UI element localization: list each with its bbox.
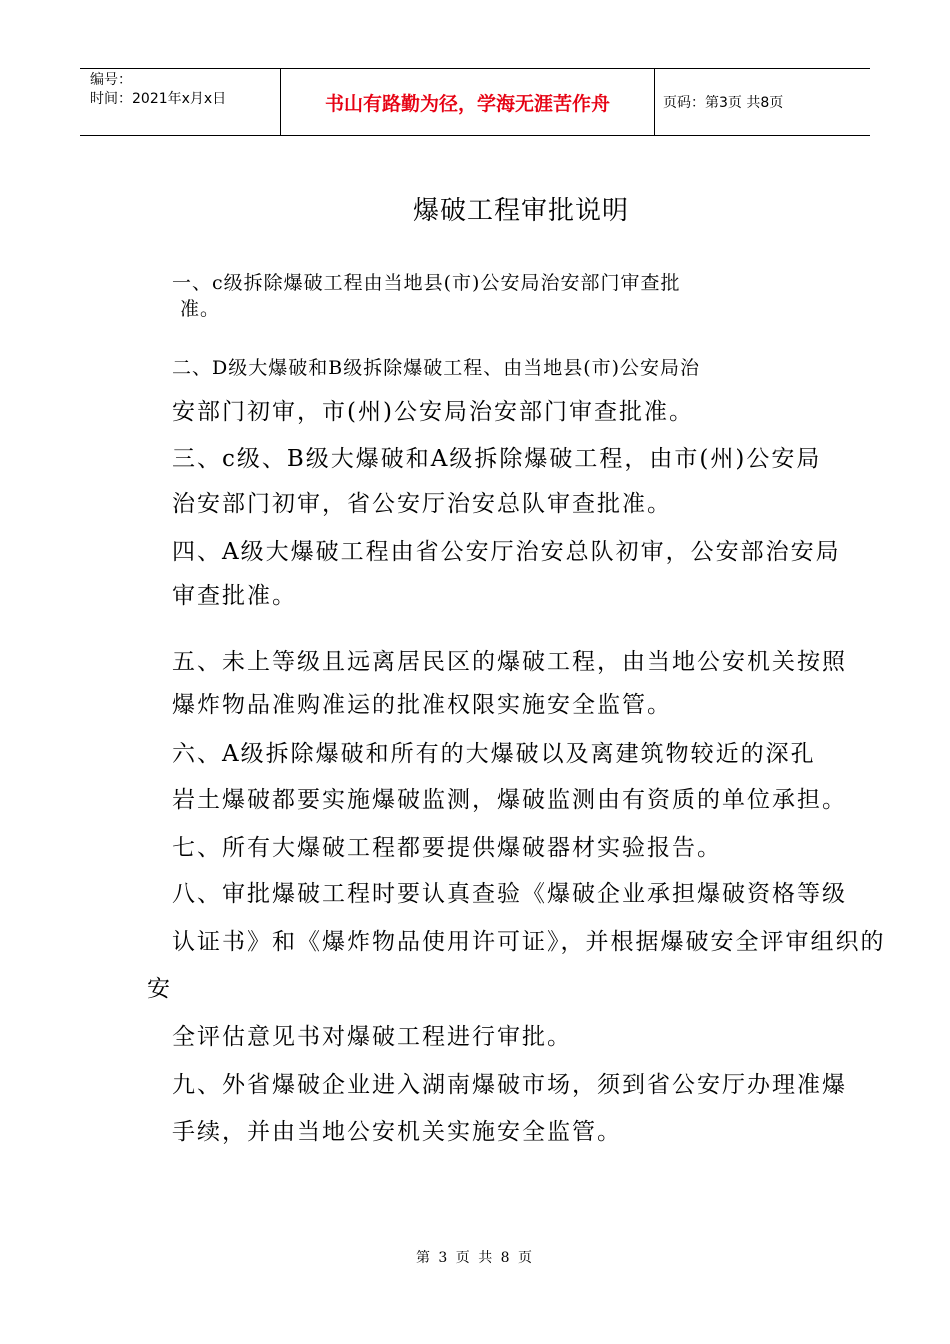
body-line: 准。 (180, 298, 221, 320)
body-line: 安部门初审，市(州)公安局治安部门审查批准。 (172, 399, 694, 425)
body-line: 治安部门初审，省公安厅治安总队审查批准。 (172, 491, 672, 517)
body-line: 六、A级拆除爆破和所有的大爆破以及离建筑物较近的深孔 (172, 741, 816, 767)
body-line: 审查批准。 (172, 583, 297, 609)
motto-text: 书山有路勤为径，学海无涯苦作舟 (324, 92, 610, 115)
body-line: 全评估意见书对爆破工程进行审批。 (172, 1024, 572, 1050)
body-line: 安 (147, 976, 172, 1002)
header-motto-cell (281, 69, 655, 135)
body-line: 爆炸物品准购准运的批准权限实施安全监管。 (172, 692, 672, 718)
body-line: 手续，并由当地公安机关实施安全监管。 (172, 1119, 622, 1145)
body-line: 九、外省爆破企业进入湖南爆破市场，须到省公安厅办理准爆 (172, 1072, 847, 1098)
header-meta-cell (80, 69, 281, 135)
body-line: 三、c级、B级大爆破和A级拆除爆破工程，由市(州)公安局 (172, 446, 822, 472)
body-line: 认证书》和《爆炸物品使用许可证》，并根据爆破安全评审组织的 (172, 929, 886, 955)
body-line: 岩土爆破都要实施爆破监测，爆破监测由有资质的单位承担。 (172, 787, 847, 813)
body-line: 七、所有大爆破工程都要提供爆破器材实验报告。 (172, 835, 722, 861)
body-line: 二、D级大爆破和B级拆除爆破工程、由当地县(市)公安局治 (172, 357, 701, 379)
time-label: 时间：2021年x月x日 (90, 91, 227, 107)
number-label: 编号： (90, 72, 132, 88)
header-table (80, 68, 870, 136)
page-footer: 第 3 页 共 8 页 (415, 1250, 535, 1266)
header-page-cell (655, 69, 870, 135)
body-line: 四、A级大爆破工程由省公安厅治安总队初审，公安部治安局 (172, 539, 841, 565)
body-line: 一、c级拆除爆破工程由当地县(市)公安局治安部门审查批 (172, 272, 681, 294)
document-title: 爆破工程审批说明 (412, 196, 629, 226)
page-info: 页码：第3页 共8页 (663, 95, 784, 111)
body-line: 八、审批爆破工程时要认真查验《爆破企业承担爆破资格等级 (172, 881, 847, 907)
body-line: 五、未上等级且远离居民区的爆破工程，由当地公安机关按照 (172, 649, 847, 675)
